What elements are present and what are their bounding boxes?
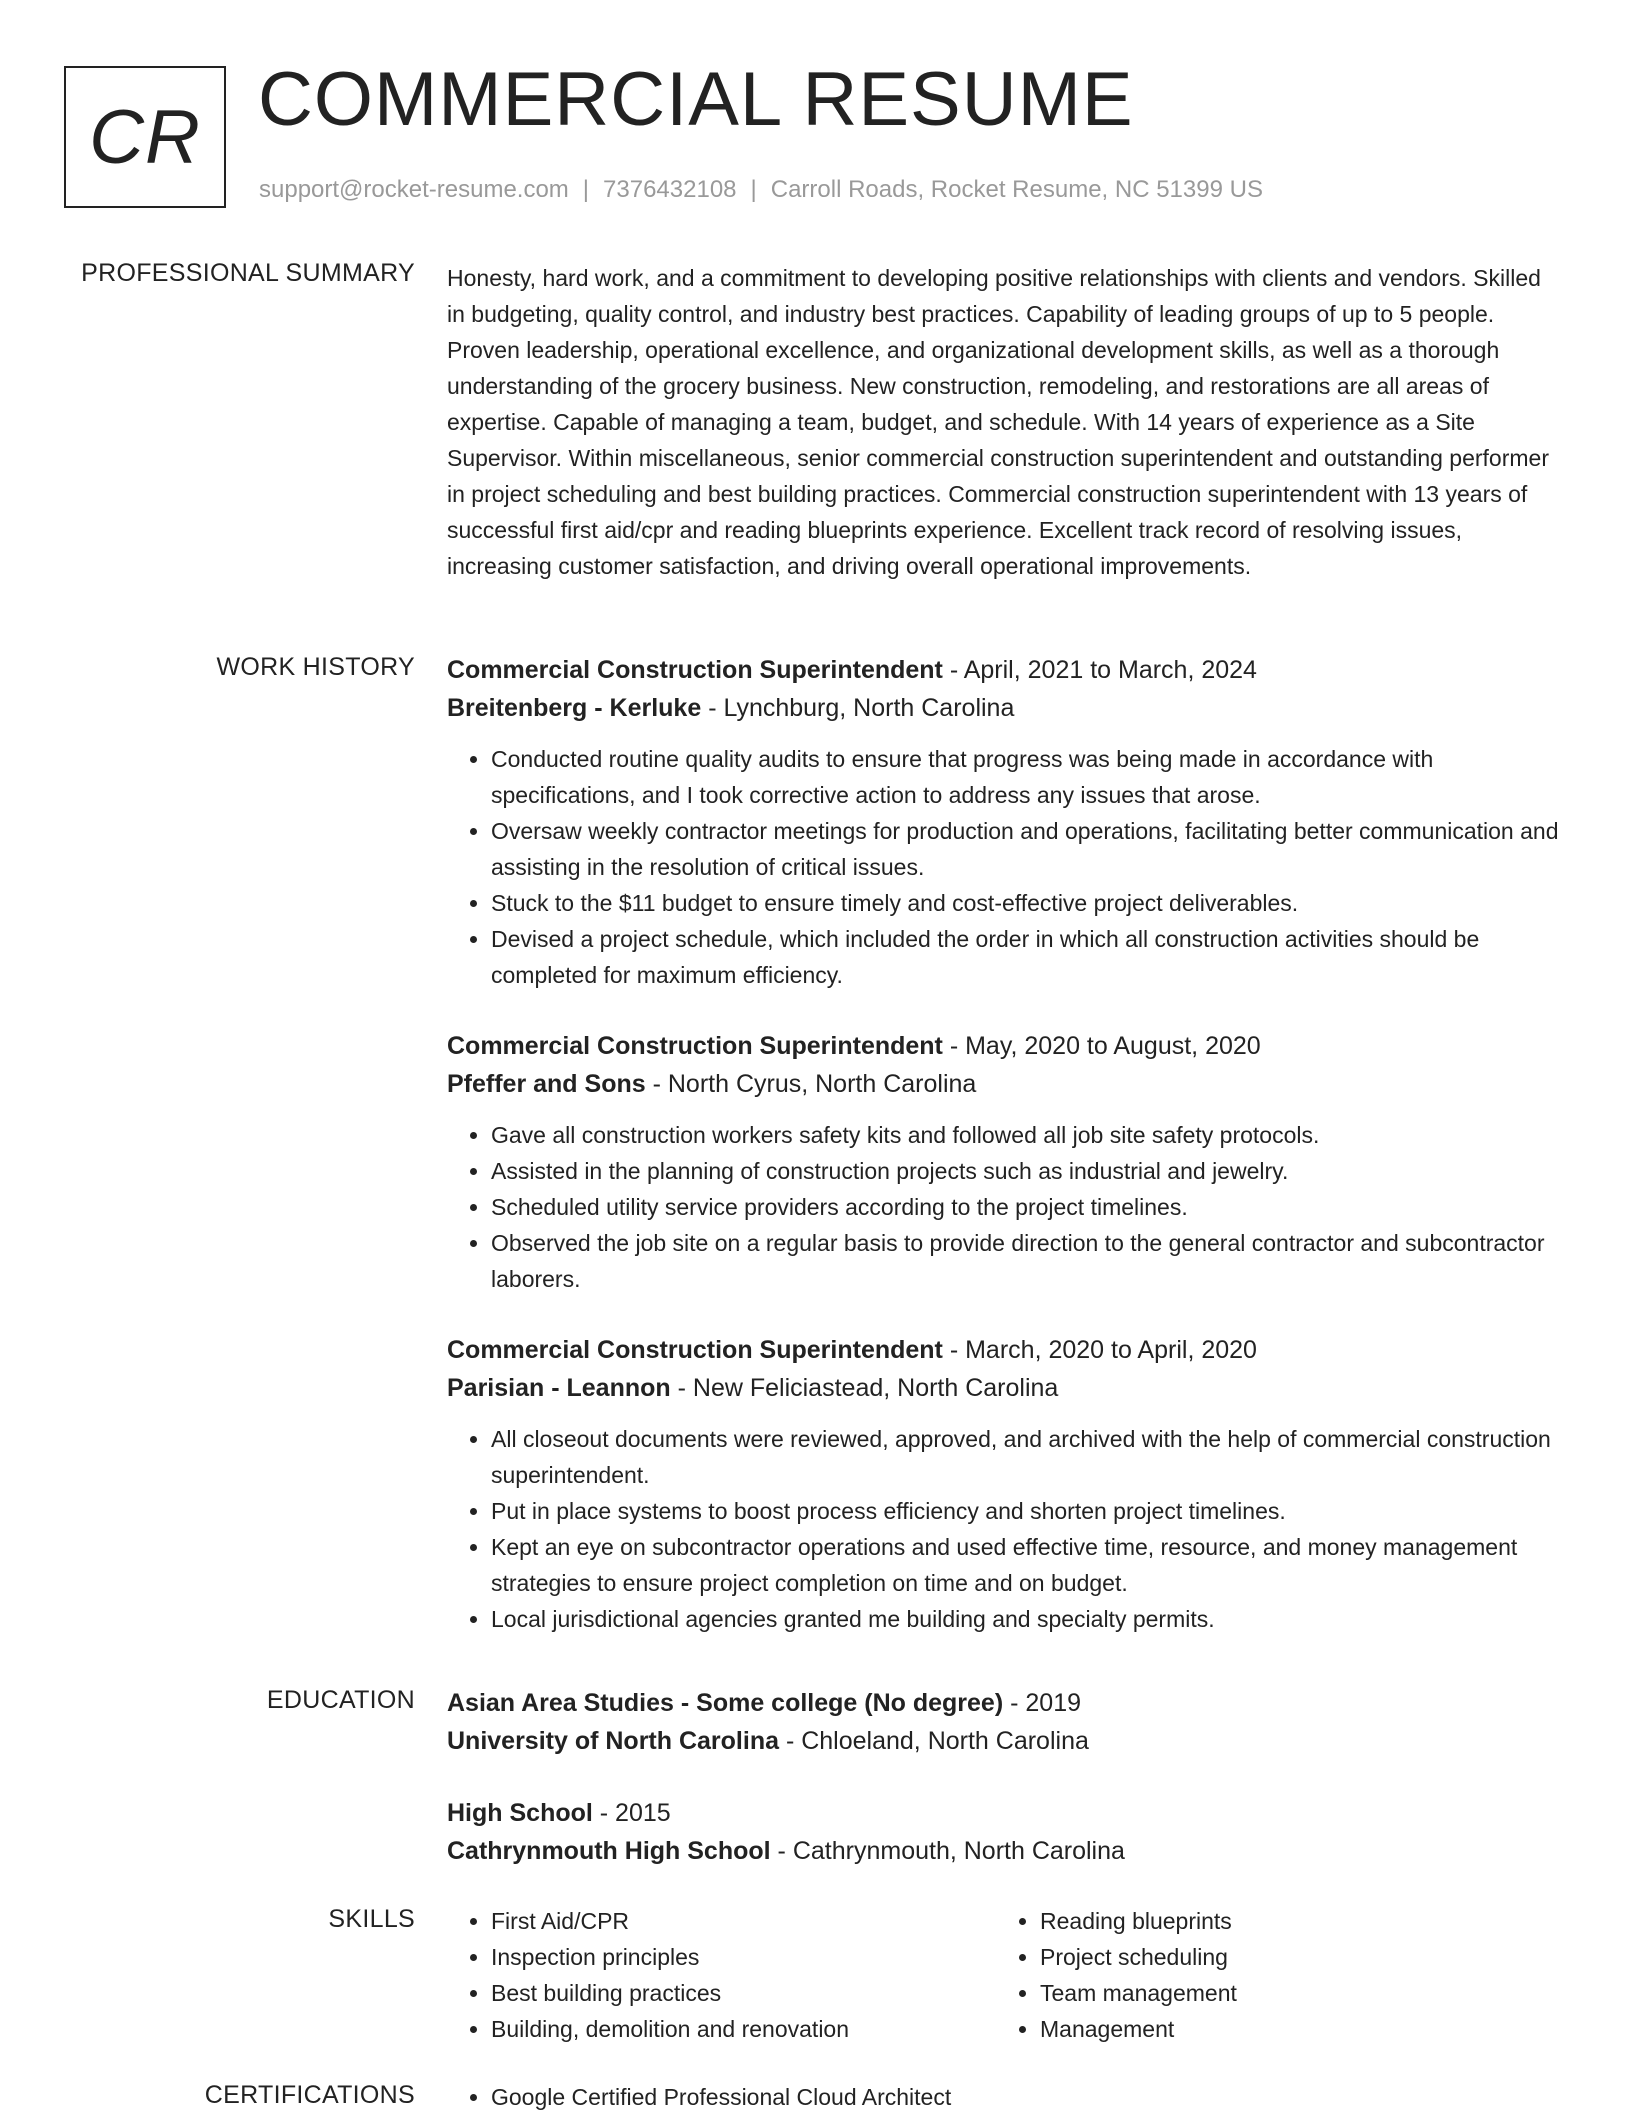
section-label-summary: PROFESSIONAL SUMMARY (81, 259, 415, 287)
job-entry (447, 1331, 1565, 1637)
job-dates: - March, 2020 to April, 2020 (942, 1336, 1257, 1364)
education-list (447, 1684, 1565, 1904)
job-company-line (447, 1369, 1565, 1407)
contact-separator: | (582, 176, 590, 203)
job-bullet: • Conducted routine quality audits to ensure that progress was being made in accordance with specifications, and I took corrective action to address any issues that arose. (491, 741, 1565, 813)
job-bullet: • Assisted in the planning of construction projects such as industrial and jewelry. (491, 1153, 1565, 1189)
skills-grid (447, 1903, 1565, 2047)
job-bullet: • Gave all construction workers safety kits and followed all job site safety protocols. (491, 1117, 1565, 1153)
skill-item: • Management (1040, 2011, 1545, 2047)
job-entry (447, 1027, 1565, 1297)
education-year: - 2019 (1003, 1689, 1082, 1717)
monogram-text: CR (89, 94, 201, 180)
job-title-line (447, 1331, 1565, 1369)
skills-list (447, 1903, 1565, 2047)
education-location: - Cathrynmouth, North Carolina (770, 1837, 1125, 1865)
education-entry (447, 1794, 1565, 1870)
job-location: - Lynchburg, North Carolina (701, 694, 1015, 722)
education-degree-line (447, 1684, 1565, 1722)
contact-address: Carroll Roads, Rocket Resume, NC 51399 US (770, 176, 1263, 203)
contact-email: support@rocket-resume.com (259, 176, 569, 203)
education-degree-line (447, 1794, 1565, 1832)
skill-item: • Inspection principles (491, 1939, 996, 1975)
education-school-line (447, 1722, 1565, 1760)
skill-item: • Team management (1040, 1975, 1545, 2011)
skills-column-left (447, 1903, 996, 2047)
job-title: Commercial Construction Superintendent (447, 1336, 943, 1364)
job-dates: - May, 2020 to August, 2020 (942, 1032, 1261, 1060)
certifications-grid (447, 2079, 1565, 2115)
section-label-skills: SKILLS (328, 1905, 415, 1933)
job-bullet: • Put in place systems to boost process efficiency and shorten project timelines. (491, 1493, 1565, 1529)
job-bullets (447, 741, 1565, 993)
job-title-line (447, 651, 1565, 689)
skill-item: • Best building practices (491, 1975, 996, 2011)
job-title: Commercial Construction Superintendent (447, 1032, 943, 1060)
section-label-certifications: CERTIFICATIONS (204, 2081, 415, 2109)
job-bullet: • Devised a project schedule, which included the order in which all construction activities should be completed for maximum efficiency. (491, 921, 1565, 993)
contact-line (259, 176, 1263, 204)
job-bullets (447, 1421, 1565, 1637)
monogram-logo (64, 66, 226, 208)
job-bullet: • Kept an eye on subcontractor operations and used effective time, resource, and money management strategies to ensure project completion on time and on budget. (491, 1529, 1565, 1601)
resume-title: COMMERCIAL RESUME (258, 57, 1134, 142)
education-degree: Asian Area Studies - Some college (No degree) (447, 1689, 1004, 1717)
job-location: - North Cyrus, North Carolina (645, 1070, 977, 1098)
job-company-line (447, 689, 1565, 727)
certifications-list (447, 2079, 1565, 2115)
job-bullet: • Observed the job site on a regular basis to provide direction to the general contractor and subcontractor laborers. (491, 1225, 1565, 1297)
job-bullet: • Scheduled utility service providers according to the project timelines. (491, 1189, 1565, 1225)
job-company-line (447, 1065, 1565, 1103)
skill-item: • Project scheduling (1040, 1939, 1545, 1975)
skill-item: • Reading blueprints (1040, 1903, 1545, 1939)
job-entry (447, 651, 1565, 993)
section-label-work-history: WORK HISTORY (216, 653, 415, 681)
job-location: - New Feliciastead, North Carolina (670, 1374, 1059, 1402)
job-company: Breitenberg - Kerluke (447, 694, 702, 722)
contact-phone: 7376432108 (603, 176, 737, 203)
education-year: - 2015 (592, 1799, 671, 1827)
section-label-education: EDUCATION (266, 1686, 415, 1714)
job-bullet: • Local jurisdictional agencies granted me building and specialty permits. (491, 1601, 1565, 1637)
job-title: Commercial Construction Superintendent (447, 656, 943, 684)
certifications-column (447, 2079, 996, 2115)
education-school: University of North Carolina (447, 1727, 779, 1755)
job-bullets (447, 1117, 1565, 1297)
education-school-line (447, 1832, 1565, 1870)
education-location: - Chloeland, North Carolina (779, 1727, 1089, 1755)
job-company: Pfeffer and Sons (447, 1070, 646, 1098)
certification-item: • Google Certified Professional Cloud Architect (491, 2079, 996, 2115)
job-title-line (447, 1027, 1565, 1065)
summary-text: Honesty, hard work, and a commitment to developing positive relationships with clients and vendors. Skilled in budgeting, quality control, and industry best practices. Capability of leading groups of up to 5 people. Proven leadership, operational excellence, and organizational development skills, as well as a thorough understanding of the grocery business. New construction, remodeling, and restorations are all areas of expertise. Capable of managing a team, budget, and schedule. With 14 years of experience as a Site Supervisor. Within miscellaneous, senior commercial construction superintendent and outstanding performer in project scheduling and best building practices. Commercial construction superintendent with 13 years of successful first aid/cpr and reading blueprints experience. Excellent track record of resolving issues, increasing customer satisfaction, and driving overall operational improvements. (447, 265, 1549, 579)
work-history-list (447, 651, 1565, 1671)
job-bullet: • All closeout documents were reviewed, approved, and archived with the help of commercial construction superintendent. (491, 1421, 1565, 1493)
skill-item: • Building, demolition and renovation (491, 2011, 996, 2047)
skills-column-right (996, 1903, 1545, 2047)
job-bullet: • Oversaw weekly contractor meetings for production and operations, facilitating better communication and assisting in the resolution of critical issues. (491, 813, 1565, 885)
job-bullet: • Stuck to the $11 budget to ensure timely and cost-effective project deliverables. (491, 885, 1565, 921)
job-dates: - April, 2021 to March, 2024 (942, 656, 1257, 684)
contact-separator: | (750, 176, 757, 203)
education-entry (447, 1684, 1565, 1760)
education-school: Cathrynmouth High School (447, 1837, 771, 1865)
skill-item: • First Aid/CPR (491, 1903, 996, 1939)
education-degree: High School (447, 1799, 593, 1827)
job-company: Parisian - Leannon (447, 1374, 671, 1402)
